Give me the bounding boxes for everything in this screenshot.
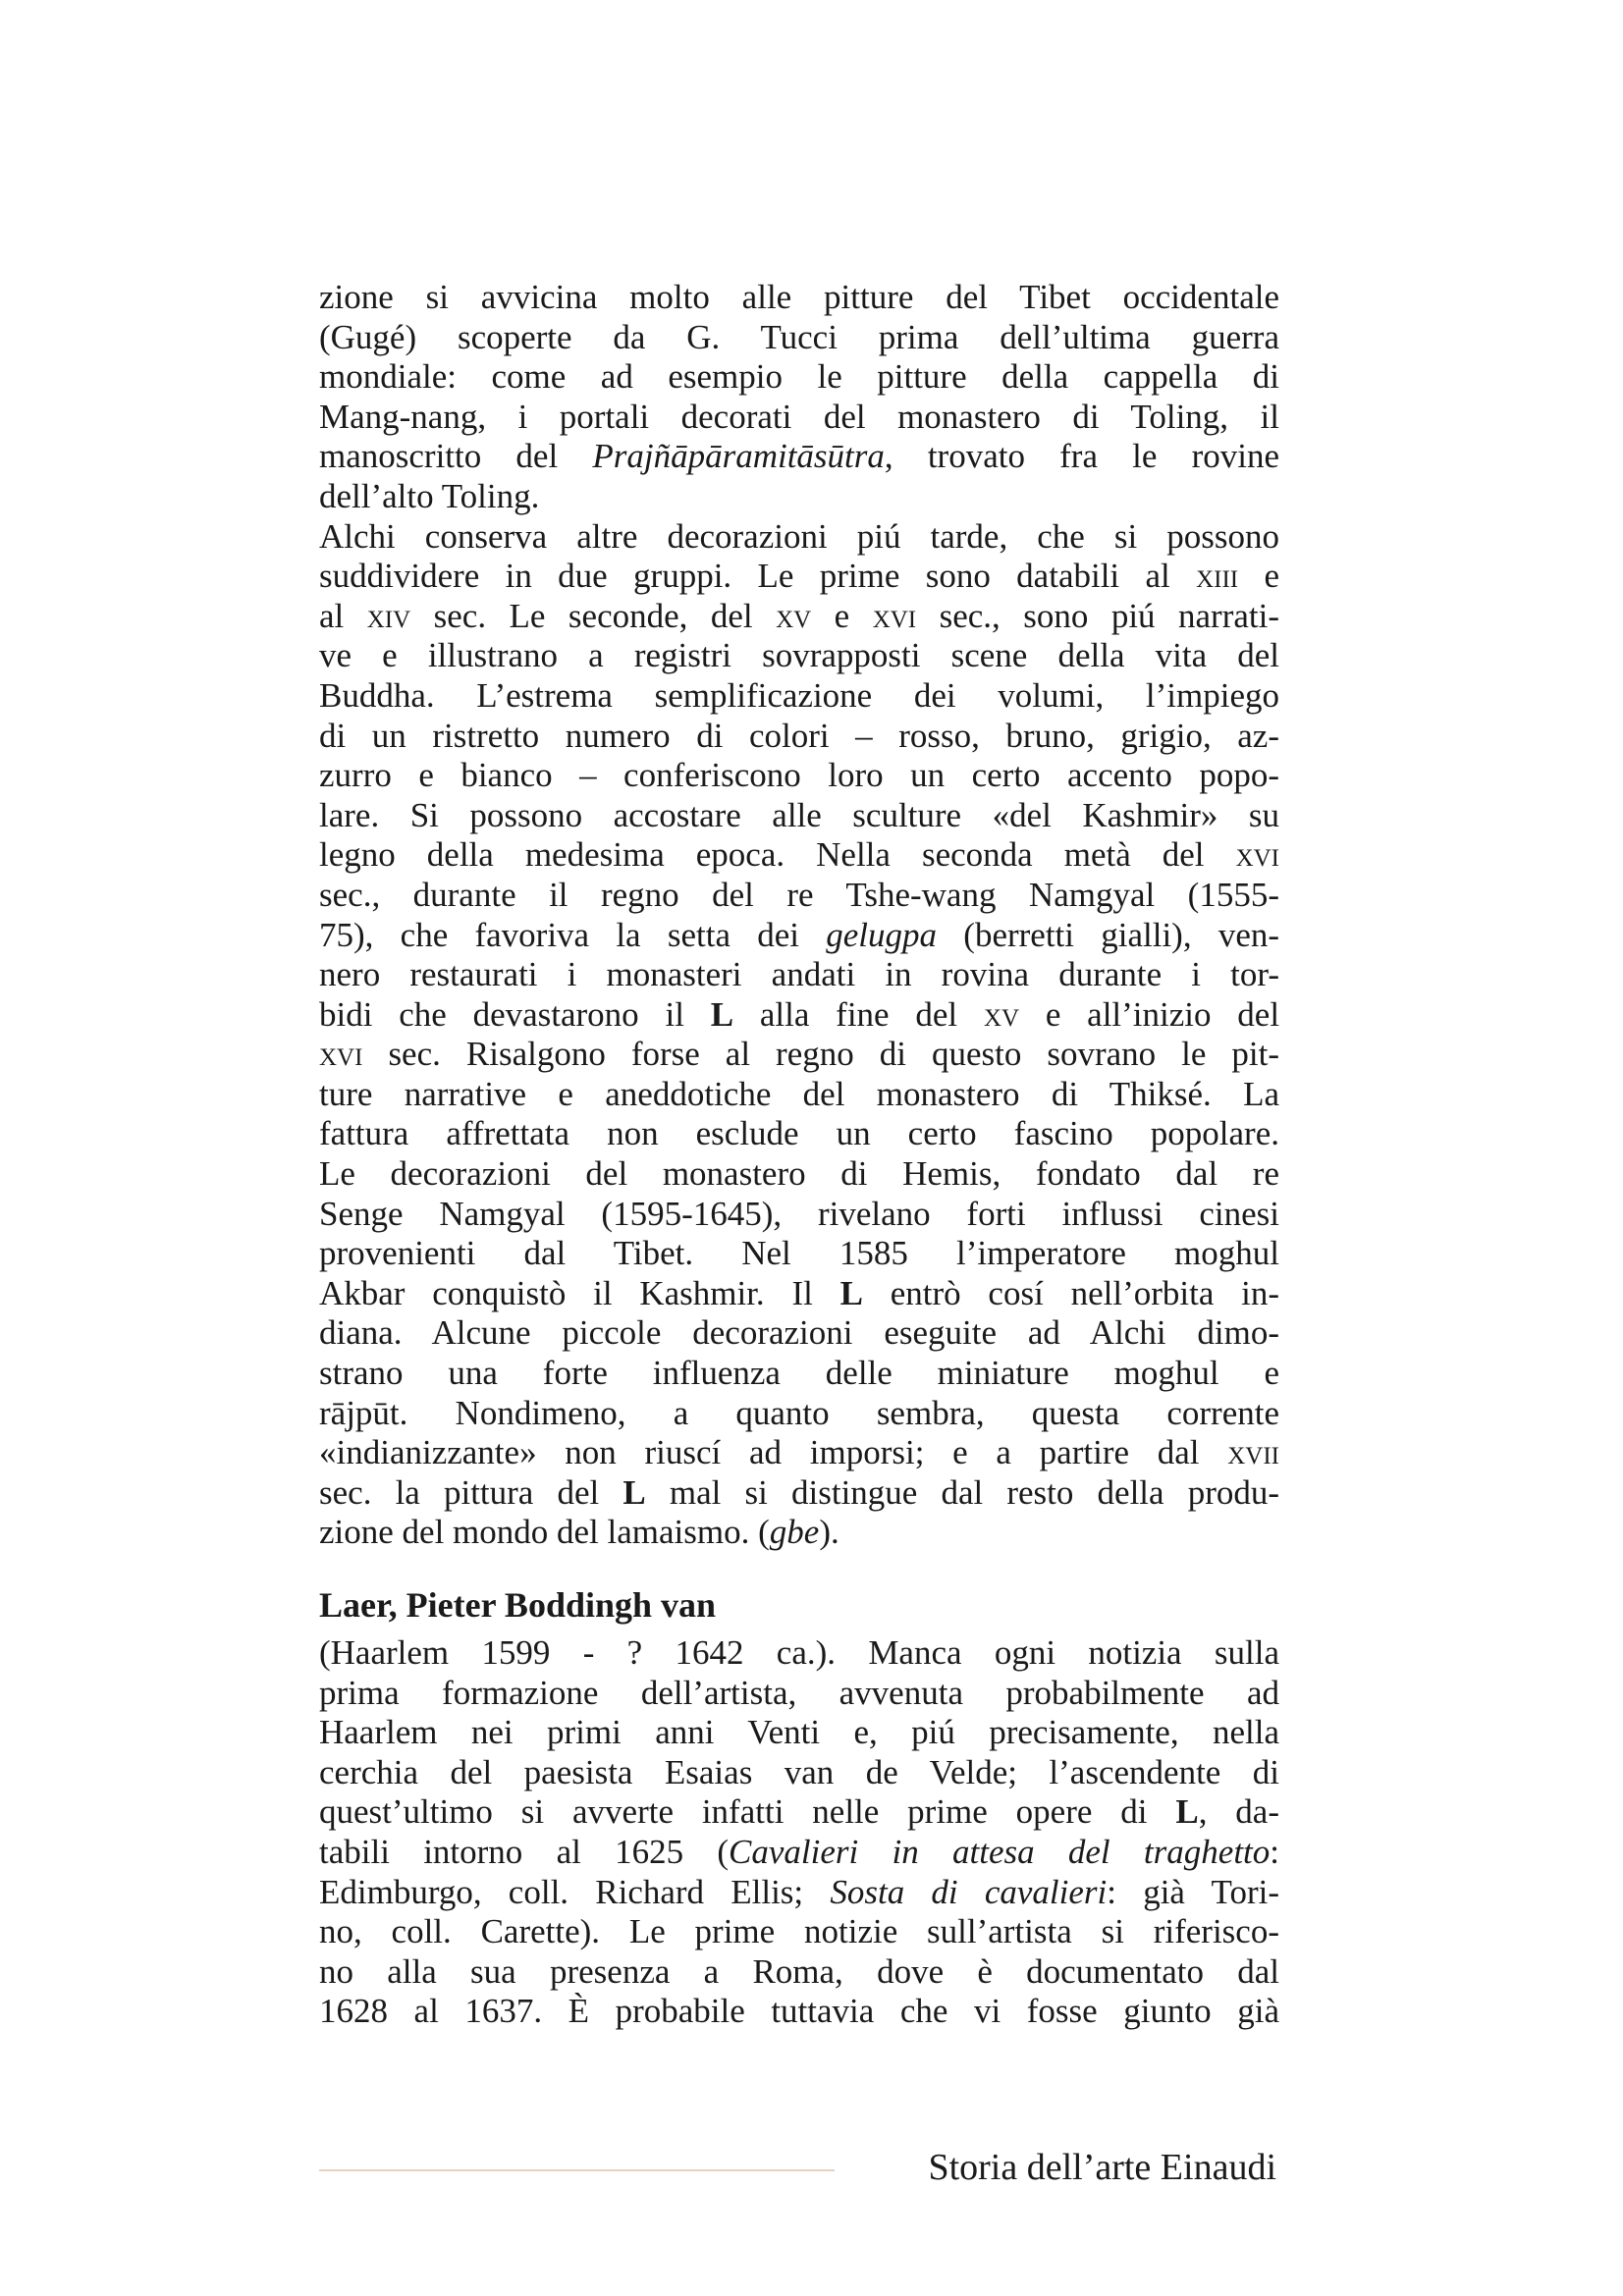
text-line: Buddha. L’estrema semplificazione dei volumi, l’impiego xyxy=(319,675,1279,715)
text-line: 1628 al 1637. È probabile tuttavia che vi fosse giunto già xyxy=(319,1992,1279,2031)
text-line: Edimburgo, coll. Richard Ellis; Sosta di cavalieri: già Tori- xyxy=(319,1872,1280,1911)
text-line: tabili intorno al 1625 (Cavalieri in attesa del traghetto: xyxy=(319,1832,1279,1871)
text-line: Mang-nang, i portali decorati del monastero di Toling, il xyxy=(319,397,1279,436)
text-line: «indianizzante» non riuscí ad imporsi; e a partire dal xvii xyxy=(319,1433,1279,1472)
text-line: Senge Namgyal (1595-1645), rivelano forti influssi cinesi xyxy=(319,1194,1279,1233)
text-line: rājpūt. Nondimeno, a quanto sembra, questa corrente xyxy=(319,1393,1279,1432)
text-line: (Gugé) scoperte da G. Tucci prima dell’ultima guerra xyxy=(319,317,1279,356)
text-line: 75), che favoriva la setta dei gelugpa (berretti gialli), ven- xyxy=(319,915,1280,954)
text-line: ture narrative e aneddotiche del monastero di Thiksé. La xyxy=(319,1074,1279,1113)
section-gap xyxy=(319,1553,1279,1582)
text-line: Akbar conquistò il Kashmir. Il L entrò cosí nell’orbita in- xyxy=(319,1273,1280,1312)
text-line: prima formazione dell’artista, avvenuta probabilmente ad xyxy=(319,1673,1279,1712)
text-line: lare. Si possono accostare alle sculture «del Kashmir» su xyxy=(319,795,1279,834)
text-line: al xiv sec. Le seconde, del xv e xvi sec., sono piú narrati- xyxy=(319,596,1280,635)
text-line: (Haarlem 1599 - ? 1642 ca.). Manca ogni notizia sulla xyxy=(319,1633,1279,1672)
text-line: no, coll. Carette). Le prime notizie sull’artista si riferisco- xyxy=(319,1912,1279,1951)
footer-title: Storia dell’arte Einaudi xyxy=(928,2147,1276,2188)
text-line: nero restaurati i monasteri andati in rovina durante i tor- xyxy=(319,955,1279,994)
text-line: di un ristretto numero di colori – rosso, bruno, grigio, az- xyxy=(319,716,1279,755)
text-line: ve e illustrano a registri sovrapposti scene della vita del xyxy=(319,636,1279,675)
text-line: no alla sua presenza a Roma, dove è documentato dal xyxy=(319,1951,1279,1991)
entry-heading: Laer, Pieter Boddingh van xyxy=(319,1585,717,1625)
text-line: zione del mondo del lamaismo. (gbe). xyxy=(319,1513,839,1552)
text-line: cerchia del paesista Esaias van de Velde; l’ascendente di xyxy=(319,1752,1279,1791)
text-line: diana. Alcune piccole decorazioni eseguite ad Alchi dimo- xyxy=(319,1313,1279,1353)
text-line: dell’alto Toling. xyxy=(319,476,540,515)
text-line: fattura affrettata non esclude un certo fascino popolare. xyxy=(319,1114,1279,1153)
text-line: sec., durante il regno del re Tshe-wang Namgyal (1555- xyxy=(319,875,1279,914)
text-line: suddividere in due gruppi. Le prime sono databili al xiii e xyxy=(319,557,1280,596)
text-line: manoscritto del Prajñāpāramitāsūtra, trovato fra le rovine xyxy=(319,437,1279,476)
text-line: legno della medesima epoca. Nella seconda metà del xvi xyxy=(319,835,1279,875)
text-line: Haarlem nei primi anni Venti e, piú precisamente, nella xyxy=(319,1713,1279,1752)
text-line: bidi che devastarono il L alla fine del xv e all’inizio del xyxy=(319,994,1280,1034)
text-line: sec. la pittura del L mal si distingue dal resto della produ- xyxy=(319,1472,1280,1512)
text-line: quest’ultimo si avverte infatti nelle prime opere di L, da- xyxy=(319,1792,1279,1832)
text-line: mondiale: come ad esempio le pitture della cappella di xyxy=(319,357,1279,397)
text-line: provenienti dal Tibet. Nel 1585 l’imperatore moghul xyxy=(319,1234,1279,1273)
text-line: xvi sec. Risalgono forse al regno di questo sovrano le pit- xyxy=(319,1035,1279,1074)
text-line: Alchi conserva altre decorazioni piú tarde, che si possono xyxy=(319,516,1279,556)
italic-title: Prajñāpāramitāsūtra xyxy=(592,437,885,476)
footer-rule xyxy=(319,2169,835,2171)
body-text xyxy=(319,278,1279,2032)
text-line: strano una forte influenza delle miniature moghul e xyxy=(319,1354,1279,1393)
text-line: zurro e bianco – conferiscono loro un certo accento popo- xyxy=(319,756,1279,795)
text-line: zione si avvicina molto alle pitture del Tibet occidentale xyxy=(319,278,1279,316)
text-line: Le decorazioni del monastero di Hemis, fondato dal re xyxy=(319,1154,1279,1194)
